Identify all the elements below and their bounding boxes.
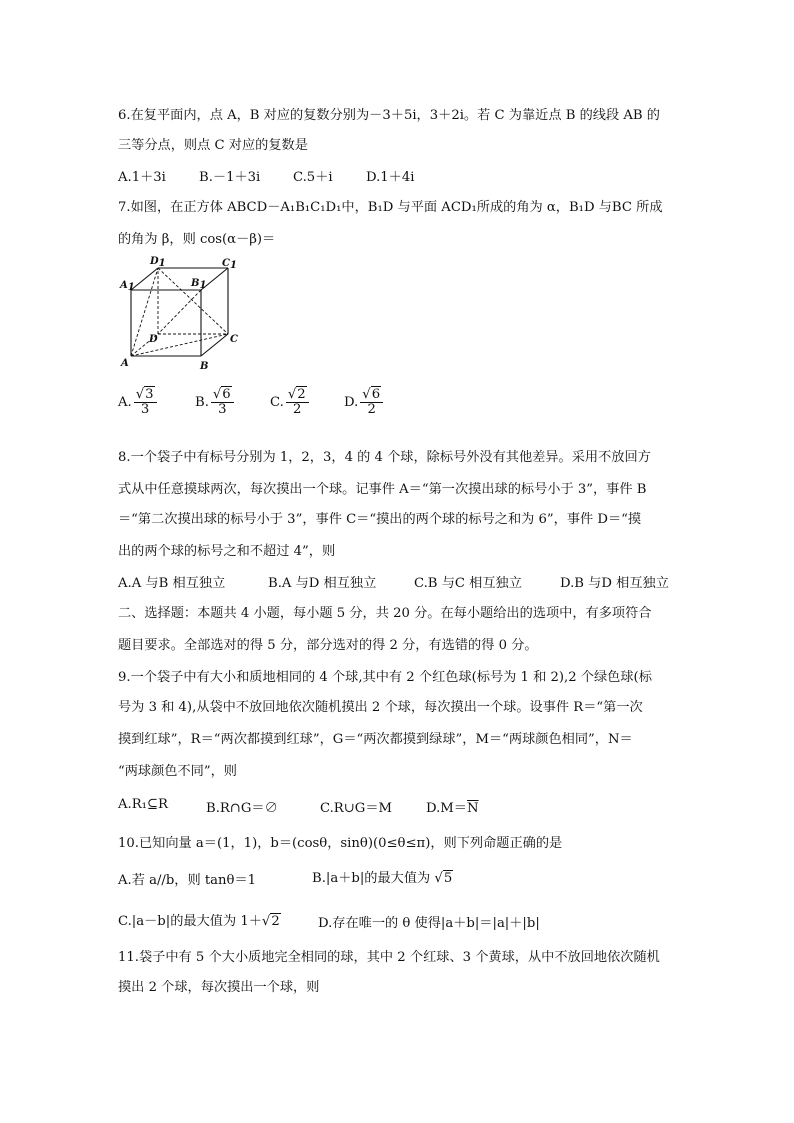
- q8-line-2: 式从中任意摸球两次，每次摸出一个球。记事件 A＝“第一次摸出球的标号小于 3”，事件 B: [118, 482, 647, 497]
- q6-option-c: C.5＋i: [293, 170, 333, 185]
- label-c: C: [230, 334, 238, 345]
- q7-option-a: A. $\frac{√3}{3}$: [118, 388, 157, 417]
- q7-option-d: D. $\frac{√6}{2}$: [344, 388, 383, 417]
- q9-option-c: C.R∪G＝M: [320, 801, 393, 816]
- q11-line-2: 摸出 2 个球，每次摸出一个球，则: [118, 980, 320, 995]
- q6-line-1: 6.在复平面内，点 A，B 对应的复数分别为－3＋5i，3＋2i。若 C 为靠近点 B 的线段 AB 的: [118, 108, 660, 123]
- label-b: B: [200, 361, 209, 372]
- q6-option-b: B.－1＋3i: [199, 170, 261, 185]
- q8-option-a: A.A 与B 相互独立: [118, 576, 226, 591]
- q7-line-2: 的角为 β，则 cos(α－β)＝: [118, 232, 276, 247]
- q8-option-c: C.B 与C 相互独立: [414, 576, 522, 591]
- q6-option-d: D.1＋4i: [366, 170, 415, 185]
- q7-line-1: 7.如图，在正方体 ABCD－A₁B₁C₁D₁中，B₁D 与平面 ACD₁所成的角为 α，B₁D 与BC 所成: [118, 200, 663, 215]
- q10-line-1: 10.已知向量 a＝(1，1)，b＝(cosθ，sinθ)(0≤θ≤π)，则下列命题正确的是: [118, 836, 563, 851]
- label-a1: A1: [120, 280, 135, 293]
- label-a: A: [121, 358, 129, 369]
- q10-option-d: D.存在唯一的 θ 使得|a＋b|＝|a|＋|b|: [318, 916, 540, 931]
- q10-option-c: C.|a－b|的最大值为 1＋√2: [118, 914, 280, 929]
- section2-line-2: 题目要求。全部选对的得 5 分，部分选对的得 2 分，有选错的得 0 分。: [118, 638, 538, 653]
- q8-option-b: B.A 与D 相互独立: [268, 576, 377, 591]
- q10-option-a: A.若 a//b，则 tanθ＝1: [118, 873, 257, 888]
- q9-option-a: A.R₁⊆R: [118, 797, 168, 812]
- q11-line-1: 11.袋子中有 5 个大小质地完全相同的球，其中 2 个红球、3 个黄球，从中不放回地依次随机: [118, 950, 660, 965]
- q6-option-a: A.1＋3i: [118, 170, 166, 185]
- q9-line-3: 摸到红球”，R＝“两次都摸到红球”，G＝“两次都摸到绿球”，M＝“两球颜色相同”，N＝: [118, 732, 633, 747]
- q9-option-b: B.R∩G＝∅: [206, 801, 278, 816]
- q8-line-4: 出的两个球的标号之和不超过 4”，则: [118, 544, 336, 559]
- q10-option-b: B.|a＋b|的最大值为 √5: [312, 871, 453, 886]
- q7-option-b: B. $\frac{√6}{3}$: [195, 388, 234, 417]
- label-d: D: [149, 334, 158, 345]
- q7-option-c: C. $\frac{√2}{2}$: [270, 388, 309, 417]
- q9-line-2: 号为 3 和 4),从袋中不放回地依次随机摸出 2 个球，每次摸出一个球。设事件 R＝“第一次: [118, 700, 643, 715]
- label-d1: D1: [150, 256, 166, 269]
- q8-line-1: 8.一个袋子中有标号分别为 1，2，3，4 的 4 个球，除标号外没有其他差异。采用不放回方: [118, 450, 651, 465]
- section2-line-1: 二、选择题：本题共 4 小题，每小题 5 分，共 20 分。在每小题给出的选项中，有多项符合: [118, 606, 652, 621]
- label-c1: C1: [222, 258, 237, 271]
- cube-figure: [116, 252, 246, 372]
- q9-option-d: $D.M=\overline{N}$: [426, 801, 479, 816]
- q9-line-4: “两球颜色不同”，则: [118, 764, 237, 779]
- q9-line-1: 9.一个袋子中有大小和质地相同的 4 个球,其中有 2 个红色球(标号为 1 和 2),2 个绿色球(标: [118, 670, 652, 685]
- q8-line-3: ＝“第二次摸出球的标号小于 3”，事件 C＝“摸出的两个球的标号之和为 6”，事件 D＝“摸: [118, 512, 642, 527]
- q8-option-d: D.B 与D 相互独立: [560, 576, 669, 591]
- label-b1: B1: [191, 278, 207, 291]
- q6-line-2: 三等分点，则点 C 对应的复数是: [118, 138, 308, 153]
